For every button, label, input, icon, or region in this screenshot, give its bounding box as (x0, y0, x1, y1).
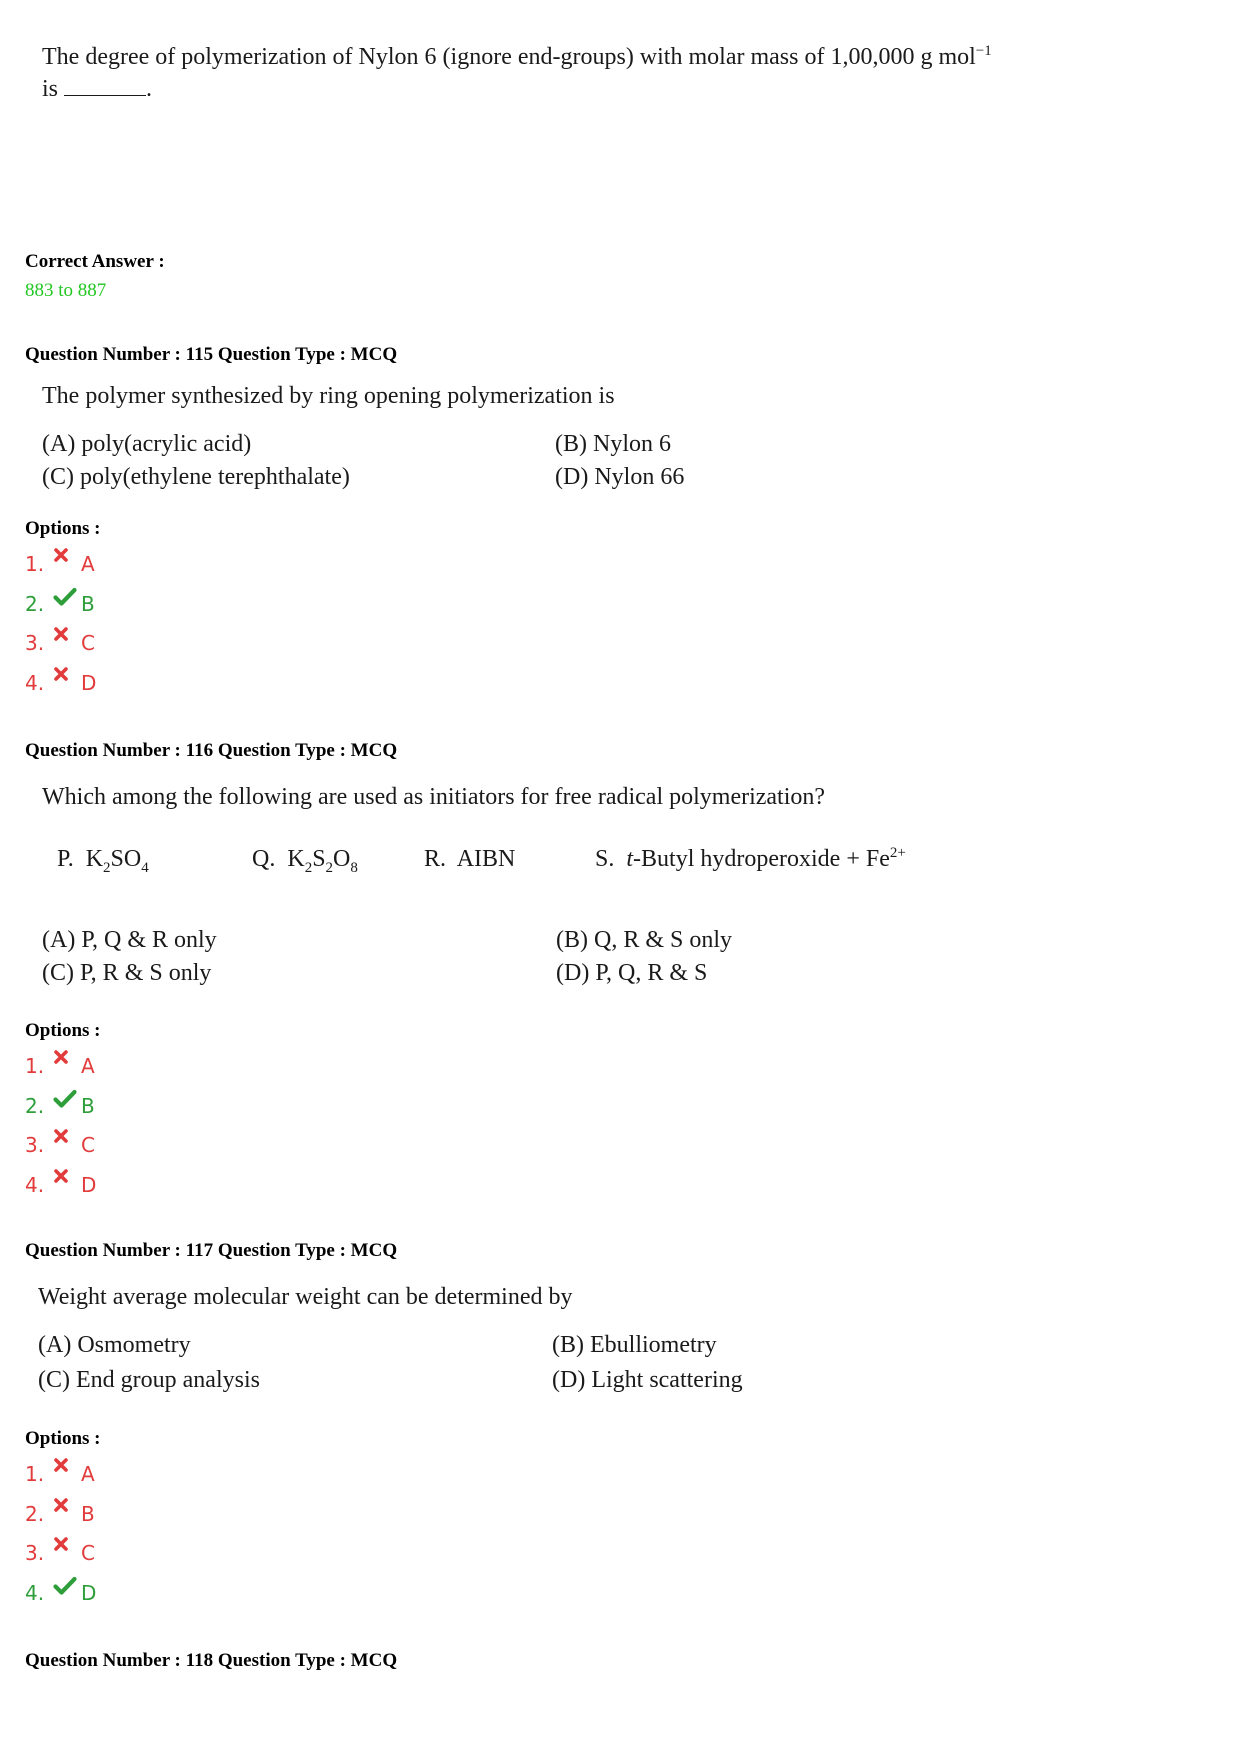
q117-choice-a: (A) Osmometry (38, 1332, 191, 1358)
q115-choice-d: (D) Nylon 66 (555, 464, 685, 490)
option-number: 1. (25, 1462, 45, 1486)
option-row (25, 1460, 96, 1488)
option-letter: C (81, 1133, 95, 1157)
option-row (25, 1539, 96, 1567)
q116-options (25, 1052, 96, 1210)
option-row (25, 1092, 96, 1120)
q117-options-label: Options : (25, 1428, 101, 1449)
check-icon (53, 587, 79, 609)
option-row (25, 669, 96, 697)
cross-icon (53, 626, 79, 648)
option-row (25, 590, 96, 618)
option-number: 4. (25, 1580, 45, 1605)
cross-icon (53, 1497, 79, 1519)
option-number: 4. (25, 670, 45, 695)
option-letter: C (81, 1541, 95, 1565)
q116-item-p: P. $K_2SO_4$ (57, 846, 149, 876)
q115-options (25, 550, 96, 708)
option-row (25, 1052, 96, 1080)
cross-icon (53, 547, 79, 569)
q115-choice-c: (C) poly(ethylene terephthalate) (42, 464, 350, 490)
q115-header: Question Number : 115 Question Type : MCQ (25, 344, 398, 365)
q115-question: The polymer synthesized by ring opening polymerization is (42, 383, 615, 409)
option-number: 1. (25, 1054, 45, 1078)
q117-choice-d: (D) Light scattering (552, 1367, 743, 1393)
q118-header: Question Number : 118 Question Type : MCQ (25, 1650, 398, 1671)
option-letter: B (81, 1501, 95, 1526)
option-row (25, 1500, 96, 1528)
q117-question: Weight average molecular weight can be determined by (38, 1284, 573, 1310)
q117-choice-b: (B) Ebulliometry (552, 1332, 717, 1358)
q115-options-label: Options : (25, 518, 101, 539)
q116-question: Which among the following are used as initiators for free radical polymerization? (42, 784, 826, 810)
q116-item-s: S. t-Butyl hydroperoxide + $Fe^{2+}$ (595, 845, 906, 872)
option-letter: B (81, 1093, 95, 1118)
check-icon (53, 1089, 79, 1111)
option-letter: C (81, 631, 95, 655)
q117-options (25, 1460, 96, 1618)
option-letter: D (81, 1172, 97, 1197)
q116-options-label: Options : (25, 1020, 101, 1041)
option-row (25, 629, 96, 657)
q117-choice-c: (C) End group analysis (38, 1367, 260, 1393)
option-letter: D (81, 670, 97, 695)
cross-icon (53, 1049, 79, 1071)
q115-choice-b: (B) Nylon 6 (555, 431, 671, 457)
option-number: 1. (25, 552, 45, 576)
option-row (25, 1131, 96, 1159)
option-number: 3. (25, 631, 45, 655)
q116-choice-b: (B) Q, R & S only (556, 927, 733, 953)
option-number: 2. (25, 1501, 45, 1526)
cross-icon (53, 1536, 79, 1558)
cross-icon (53, 666, 79, 688)
option-row (25, 1171, 96, 1199)
option-letter: A (81, 1462, 95, 1486)
q116-choice-a: (A) P, Q & R only (42, 927, 217, 953)
option-number: 4. (25, 1172, 45, 1197)
option-letter: B (81, 591, 95, 616)
check-icon (53, 1576, 79, 1598)
q116-item-q: Q. $K_2S_2O_8$ (252, 846, 358, 876)
option-number: 3. (25, 1541, 45, 1565)
q116-choice-d: (D) P, Q, R & S (556, 960, 708, 986)
q115-choice-a: (A) poly(acrylic acid) (42, 431, 252, 457)
q117-header: Question Number : 117 Question Type : MCQ (25, 1240, 398, 1261)
correct-answer-value: 883 to 887 (25, 280, 107, 301)
option-row (25, 1579, 96, 1607)
option-letter: D (81, 1580, 97, 1605)
answer-blank (64, 75, 146, 96)
option-row (25, 550, 96, 578)
correct-answer-label: Correct Answer : (25, 251, 165, 272)
q116-item-r: R. AIBN (424, 846, 516, 872)
option-number: 2. (25, 591, 45, 616)
q116-header: Question Number : 116 Question Type : MCQ (25, 740, 398, 761)
option-letter: A (81, 552, 95, 576)
cross-icon (53, 1457, 79, 1479)
option-letter: A (81, 1054, 95, 1078)
option-number: 3. (25, 1133, 45, 1157)
q116-choice-c: (C) P, R & S only (42, 960, 212, 986)
cross-icon (53, 1128, 79, 1150)
option-number: 2. (25, 1093, 45, 1118)
q114-question-line2: is . (42, 76, 153, 102)
cross-icon (53, 1168, 79, 1190)
q114-question-line1: The degree of polymerization of Nylon 6 (ignore end-groups) with molar mass of 1,00,000 g mol$^{-1}$ (42, 43, 992, 70)
